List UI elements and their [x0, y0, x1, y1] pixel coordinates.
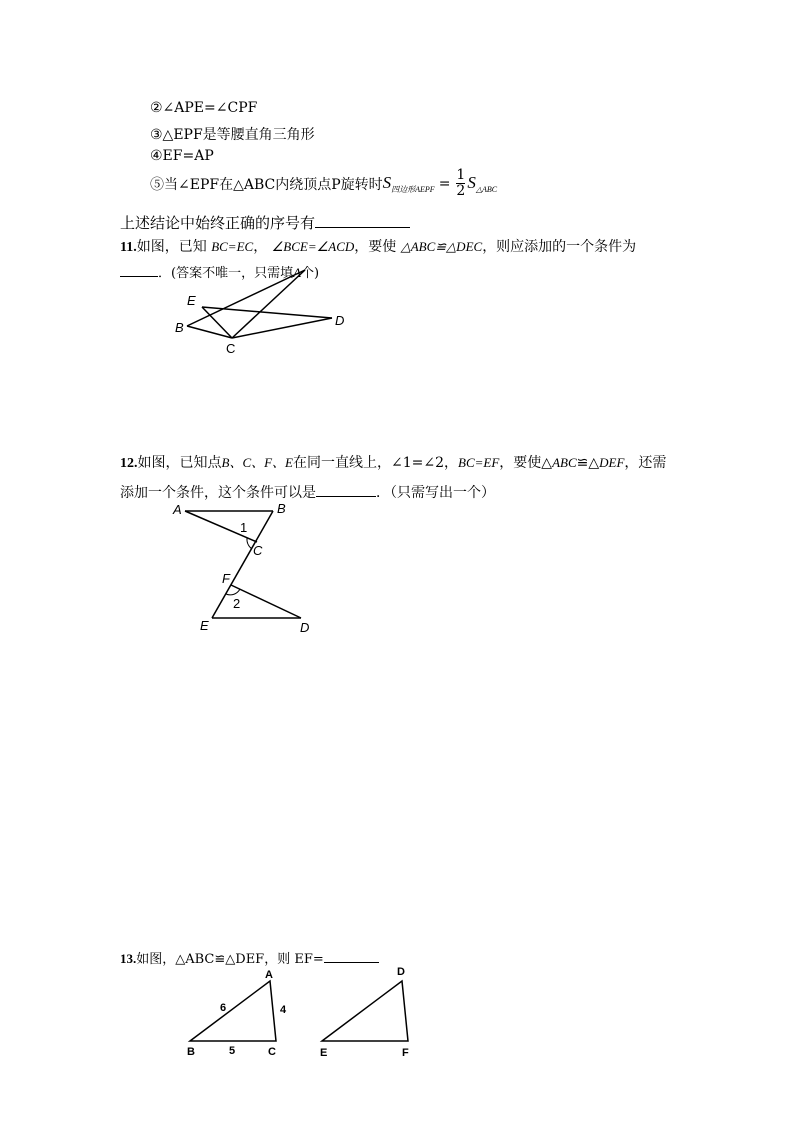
label-q13-b: B: [187, 1046, 195, 1058]
fraction-denominator: 2: [456, 183, 466, 199]
conclusion-5-text: ⑤当∠EPF在△ABC内绕顶点P旋转时: [150, 176, 383, 193]
q11-math-angle: ∠BCE=∠ACD: [271, 239, 355, 254]
area-subscript-1: 四边形AEPF: [391, 184, 435, 194]
segment-ed: [202, 307, 332, 318]
conclusion-2: ②∠APE=∠CPF: [150, 100, 258, 116]
figure-q11: [187, 270, 332, 338]
q13-number: 13.: [120, 951, 137, 966]
q12-line1: 12.如图，已知点B、C、F、E在同一直线上，∠1=∠2，BC=EF，要使△ABC≌△DEF，还需: [120, 455, 667, 471]
label-q12-d: D: [300, 620, 310, 635]
label-q12-f: F: [222, 571, 230, 586]
answer-blank-13[interactable]: [324, 962, 379, 963]
area-symbol-2: $S_{\triangle ABC}$: [467, 173, 498, 194]
fraction-numerator: 1: [456, 167, 466, 183]
answer-blank-12[interactable]: [316, 496, 376, 497]
label-angle-2: 2: [233, 596, 241, 611]
q12-line2: 添加一个条件，这个条件可以是 ．（只需写出一个）: [120, 485, 495, 501]
label-q12-a: A: [173, 502, 182, 517]
q12-math-abc: ABC: [552, 455, 577, 470]
label-angle-1: 1: [240, 520, 248, 535]
q11-number: 11.: [120, 240, 137, 255]
q11-count-letter: A: [293, 265, 302, 280]
label-q12-b: B: [277, 501, 286, 516]
label-q13-e: E: [320, 1047, 328, 1059]
conclusion-question: 上述结论中始终正确的序号有: [120, 212, 410, 233]
label-side-bc: 5: [229, 1045, 236, 1057]
equals-sign: =: [438, 175, 451, 192]
label-q12-c: C: [253, 543, 263, 558]
q11-line1: 11.如图，已知 BC=EC， ∠BCE=∠ACD，要使 △ABC≌△DEC，则应添加的一个条件为: [120, 239, 637, 255]
conclusion-3: ③△EPF是等腰直角三角形: [150, 127, 315, 143]
segment-ba: [187, 270, 305, 326]
area-symbol-1: $S_{四边形AEPF}$: [382, 172, 435, 194]
label-q12-e: E: [200, 618, 209, 633]
label-q11-c: C: [226, 341, 236, 356]
q11-math-bc-ec: BC=EC: [211, 239, 254, 254]
q12-number: 12.: [120, 456, 138, 471]
conclusion-4: ④EF=AP: [150, 148, 214, 164]
label-q13-c: C: [268, 1046, 276, 1058]
label-side-ab: 6: [220, 1002, 227, 1014]
q13-line: 13.如图，△ABC≌△DEF，则 EF=: [120, 948, 379, 967]
label-q11-d: D: [335, 313, 345, 328]
segment-cd: [232, 318, 332, 338]
triangle-abc: [190, 981, 276, 1041]
label-side-ac: 4: [280, 1004, 287, 1016]
label-q11-b: B: [175, 320, 184, 335]
q12-math-def: DEF: [599, 455, 625, 470]
q12-math-bc-ef: BC=EF: [458, 455, 500, 470]
segment-ca: [232, 270, 305, 338]
triangle-def: [322, 981, 408, 1041]
area-subscript-2: △ABC: [475, 185, 498, 194]
label-q13-f: F: [402, 1047, 409, 1059]
label-q13-d: D: [397, 966, 405, 978]
label-q11-e: E: [187, 293, 196, 308]
segment-fd: [231, 585, 301, 618]
label-q13-a: A: [265, 969, 273, 981]
q12-math-points: B、C、F、E: [221, 455, 293, 470]
q11-math-congruence: △ABC≌△DEC: [400, 239, 483, 254]
q11-line2: ．(答案不唯一，只需填A个): [120, 262, 319, 281]
